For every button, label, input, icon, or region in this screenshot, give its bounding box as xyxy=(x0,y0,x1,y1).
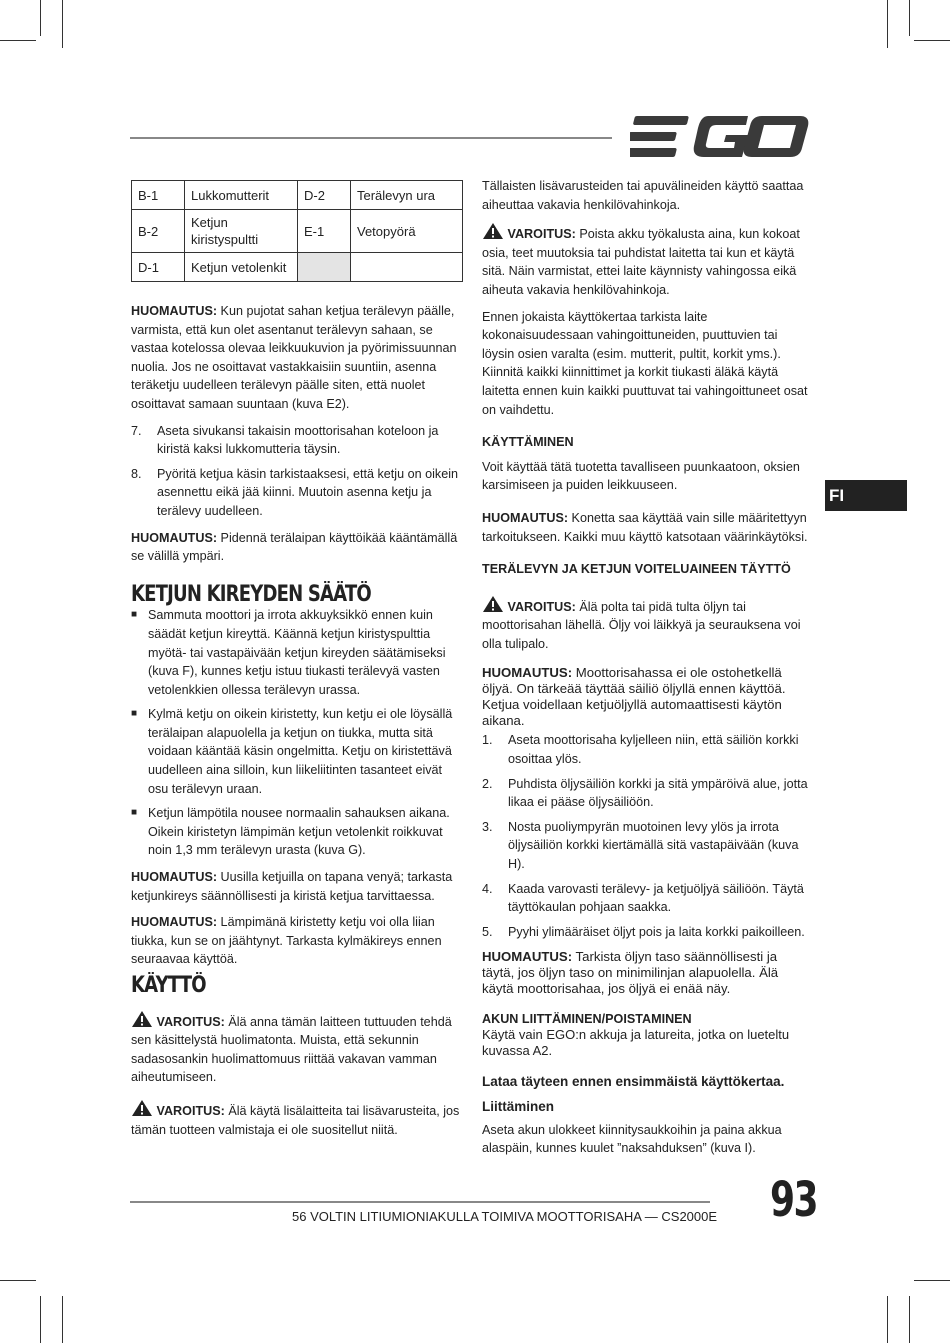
list-item xyxy=(482,731,812,768)
crop-mark xyxy=(0,1280,36,1281)
section-heading: KETJUN KIREYDEN SÄÄTÖ xyxy=(131,581,371,607)
right-column xyxy=(482,177,812,1166)
list-item xyxy=(131,606,464,699)
bullet-list xyxy=(131,606,464,860)
language-tab: FI xyxy=(825,480,907,511)
warning-text: Poista akku työkalusta aina, kun kokoat osia, teet muutoksia tai puhdistat laitetta tai kun et käytä sitä. Näin varmistat, ettei laite käynnisty vahingossa eikä aiheuta vakavia henkilövahinkoja. xyxy=(482,227,800,297)
warning-paragraph xyxy=(131,1099,464,1139)
left-column xyxy=(131,180,464,1147)
paragraph: Voit käyttää tätä tuotetta tavalliseen puunkaatoon, oksien karsimiseen ja puiden leikkuuseen. xyxy=(482,459,800,493)
bullet-icon: ■ xyxy=(131,807,138,819)
note-label: HUOMAUTUS: xyxy=(482,510,569,525)
crop-mark xyxy=(909,0,910,36)
subheading: Lataa täyteen ennen ensimmäistä käyttökertaa. xyxy=(482,1074,785,1090)
footer-rule xyxy=(130,1201,710,1203)
list-item xyxy=(131,422,464,459)
crop-mark xyxy=(40,0,41,36)
step-number: 7. xyxy=(131,423,142,438)
parts-table xyxy=(131,180,463,282)
step-number: 3. xyxy=(482,819,493,834)
bullet-icon: ■ xyxy=(131,708,138,720)
step-number: 8. xyxy=(131,466,142,481)
section-heading: KÄYTTÖ xyxy=(131,973,206,998)
note-label: HUOMAUTUS: xyxy=(131,530,218,545)
crop-mark xyxy=(62,0,63,48)
steps-list xyxy=(131,422,464,521)
list-item xyxy=(131,465,464,521)
note-label: HUOMAUTUS: xyxy=(131,304,218,318)
table-cell: D-1 xyxy=(132,253,185,282)
table-cell: Ketjun kiristyspultti xyxy=(185,210,298,253)
subheading: TERÄLEVYN JA KETJUN VOITELUAINEEN TÄYTTÖ xyxy=(482,562,791,577)
step-number: 2. xyxy=(482,776,493,791)
table-row xyxy=(132,181,463,210)
paragraph: Käytä vain EGO:n akkuja ja latureita, jotka on lueteltu kuvassa A2. xyxy=(482,1027,790,1059)
crop-mark xyxy=(914,40,950,41)
warning-label: VAROITUS: xyxy=(156,1103,225,1118)
warning-icon xyxy=(482,222,504,240)
warning-icon xyxy=(482,595,504,613)
note-label: HUOMAUTUS: xyxy=(131,915,218,930)
crop-mark xyxy=(909,1296,910,1343)
subheading: Liittäminen xyxy=(482,1099,555,1114)
table-cell: E-1 xyxy=(298,210,351,253)
step-text: Pyyhi ylimääräiset öljyt pois ja laita korkki paikoilleen. xyxy=(508,924,805,939)
bullet-icon: ■ xyxy=(131,609,138,621)
table-cell: D-2 xyxy=(298,181,351,210)
bullet-text: Sammuta moottori ja irrota akkuyksikkö ennen kuin säädät ketjun kireyttä. Käännä ketjun kiristyspulttia myötä- tai vastapäivään ketjun kireyden säätämiseksi (kuva F), kunnes ketju istuu tiukasti terälevyä vasten vetolenkkien ollessa terälevyn urassa. xyxy=(148,608,446,697)
table-cell-empty xyxy=(351,253,463,282)
step-text: Puhdista öljysäiliön korkki ja sitä ympäröivä alue, jotta likaa ei pääse öljysäiliöön. xyxy=(508,776,808,810)
crop-mark xyxy=(914,1280,950,1281)
step-number: 1. xyxy=(482,733,493,748)
crop-mark xyxy=(887,1296,888,1343)
table-row xyxy=(132,253,463,282)
note-paragraph xyxy=(482,949,812,997)
paragraph: Ennen jokaista käyttökertaa tarkista laite kokonaisuudessaan vahingoittuneiden, puuttuvien tai löysin osien varalta (esim. mutterit, pultit, korkit yms.). Kiinnitä kaikki kiinnittimet ja korkit tiukasti äläkä käytä laitetta ennen kuin kaikki puuttuvat tai vahingoittuneet osat on vaihdettu. xyxy=(482,309,808,417)
warning-text: Älä polta tai pidä tulta öljyn tai moottorisahan lähellä. Öljy voi läikkyä ja seurauksena voi olla tulipalo. xyxy=(482,599,801,651)
table-cell: Lukkomutterit xyxy=(185,181,298,210)
note-paragraph xyxy=(131,529,464,566)
warning-paragraph xyxy=(482,595,812,654)
table-cell: Terälevyn ura xyxy=(351,181,463,210)
list-item xyxy=(482,880,812,917)
note-label: HUOMAUTUS: xyxy=(482,949,573,965)
note-text: Uusilla ketjuilla on tapana venyä; tarkasta ketjunkireys säännöllisesti ja kiristä ketjua tarvittaessa. xyxy=(131,870,453,903)
step-number: 4. xyxy=(482,881,493,896)
step-text: Kaada varovasti terälevy- ja ketjuöljyä säiliöön. Täytä täyttökaulan pohjaan saakka. xyxy=(508,881,804,915)
warning-label: VAROITUS: xyxy=(507,227,576,242)
crop-mark xyxy=(0,40,36,41)
table-cell: B-2 xyxy=(132,210,185,253)
bullet-text: Kylmä ketju on oikein kiristetty, kun ketju ei ole löysällä terälaipan alapuolella ja ketjun on tiukka, mutta sitä voidaan kääntää käsin ongelmitta. Ketju on kiristettävä uudelleen aina silloin, kun liikeliitinten tasanteet eivät osu terälevyn uraan. xyxy=(148,707,453,796)
table-cell-empty xyxy=(298,253,351,282)
bullet-text: Ketjun lämpötila nousee normaalin sahauksen aikana. Oikein kiristetyn lämpimän ketjun vetolenkit roikkuvat noin 1,3 mm terälevyn urasta (kuva G). xyxy=(148,806,450,858)
warning-icon xyxy=(131,1099,153,1117)
note-paragraph xyxy=(131,913,464,969)
table-cell: Vetopyörä xyxy=(351,210,463,253)
step-number: 5. xyxy=(482,924,493,939)
note-text: Konetta saa käyttää vain sille määritettyyn tarkoitukseen. Kaikki muu käyttö katsotaan väärinkäytöksi. xyxy=(482,510,808,544)
note-text: Moottorisahassa ei ole ostohetkellä öljyä. On tärkeää täyttää säiliö öljyllä ennen käyttöä. Ketjua voidellaan ketjuöljyllä automaattisesti käytön aikana. xyxy=(482,665,786,729)
warning-label: VAROITUS: xyxy=(156,1014,225,1029)
footer-text: 56 VOLTIN LITIUMIONIAKULLA TOIMIVA MOOTTORISAHA — CS2000E xyxy=(292,1209,718,1224)
list-item xyxy=(482,775,812,812)
note-paragraph xyxy=(131,868,464,905)
step-text: Aseta sivukansi takaisin moottorisahan koteloon ja kiristä kaksi lukkomutteria täysin. xyxy=(157,423,439,457)
warning-text: Älä anna tämän laitteen tuttuuden tehdä sen käsittelystä huolimatonta. Muista, että sekunnin sadasosankin huolimattomuus riittää vakavan vamman aiheutumiseen. xyxy=(131,1014,452,1085)
paragraph: Aseta akun ulokkeet kiinnitysaukkoihin ja paina akkua alaspäin, kunnes kuulet ”naksahduksen” (kuva I). xyxy=(482,1122,782,1156)
subheading: KÄYTTÄMINEN xyxy=(482,435,574,450)
crop-mark xyxy=(887,0,888,48)
note-paragraph xyxy=(482,509,812,546)
note-text: Lämpimänä kiristetty ketju voi olla liian tiukka, kun se on jäähtynyt. Tarkasta kylmäkireys ennen seuraavaa käyttöä. xyxy=(131,915,442,967)
warning-text: Älä käytä lisälaitteita tai lisävarusteita, jos tämän tuotteen valmistaja ei ole suositellut niitä. xyxy=(131,1103,460,1137)
warning-paragraph xyxy=(482,222,812,299)
note-text: Pidennä terälaipan käyttöikää kääntämällä se välillä ympäri. xyxy=(131,530,458,564)
steps-list xyxy=(482,731,812,941)
paragraph: Tällaisten lisävarusteiden tai apuvälineiden käyttö saattaa aiheuttaa vakavia henkilövahinkoja. xyxy=(482,179,804,212)
page-number: 93 xyxy=(770,1172,818,1228)
list-item xyxy=(131,804,464,860)
list-item xyxy=(482,818,812,874)
table-cell: Ketjun vetolenkit xyxy=(185,253,298,282)
note-text: Tarkista öljyn taso säännöllisesti ja täytä, jos öljyn taso on minimilinjan alapuolella. Älä käytä moottorisahaa, jos öljyä ei enää näy. xyxy=(482,949,779,997)
note-label: HUOMAUTUS: xyxy=(482,665,573,681)
crop-mark xyxy=(40,1296,41,1343)
table-row xyxy=(132,210,463,253)
note-paragraph xyxy=(131,302,464,414)
header-rule xyxy=(130,137,612,139)
step-text: Nosta puoliympyrän muotoinen levy ylös ja irrota öljysäiliön korkki kiertämällä sitä vastapäivään (kuva H). xyxy=(508,819,799,872)
step-text: Aseta moottorisaha kyljelleen niin, että säiliön korkki osoittaa ylös. xyxy=(508,733,799,767)
table-cell: B-1 xyxy=(132,181,185,210)
step-text: Pyöritä ketjua käsin tarkistaaksesi, että ketju on oikein asennettu eikä jää kiinni. Muutoin asenna ketju ja terälevy uudelleen. xyxy=(157,466,459,518)
ego-logo xyxy=(630,112,812,162)
list-item xyxy=(131,705,464,798)
warning-icon xyxy=(131,1010,153,1028)
warning-label: VAROITUS: xyxy=(507,599,576,614)
subheading: AKUN LIITTÄMINEN/POISTAMINEN xyxy=(482,1012,692,1027)
warning-paragraph xyxy=(131,1010,464,1087)
note-text: Kun pujotat sahan ketjua terälevyn päälle, varmista, että kun olet asentanut terälevyn sahaan, se vastaa kotelossa olevaa leikkuukuvion ja pyörimissuunnan nuolia. Jos ne osoittavat vastakkaisiin suuntiin, asenna teräketju uudelleen terälevyn päälle siten, että nuolet osoittavat samaan suuntaan (kuva E2). xyxy=(131,304,457,411)
note-label: HUOMAUTUS: xyxy=(131,870,218,885)
list-item xyxy=(482,923,812,942)
crop-mark xyxy=(62,1296,63,1343)
note-paragraph xyxy=(482,665,812,729)
